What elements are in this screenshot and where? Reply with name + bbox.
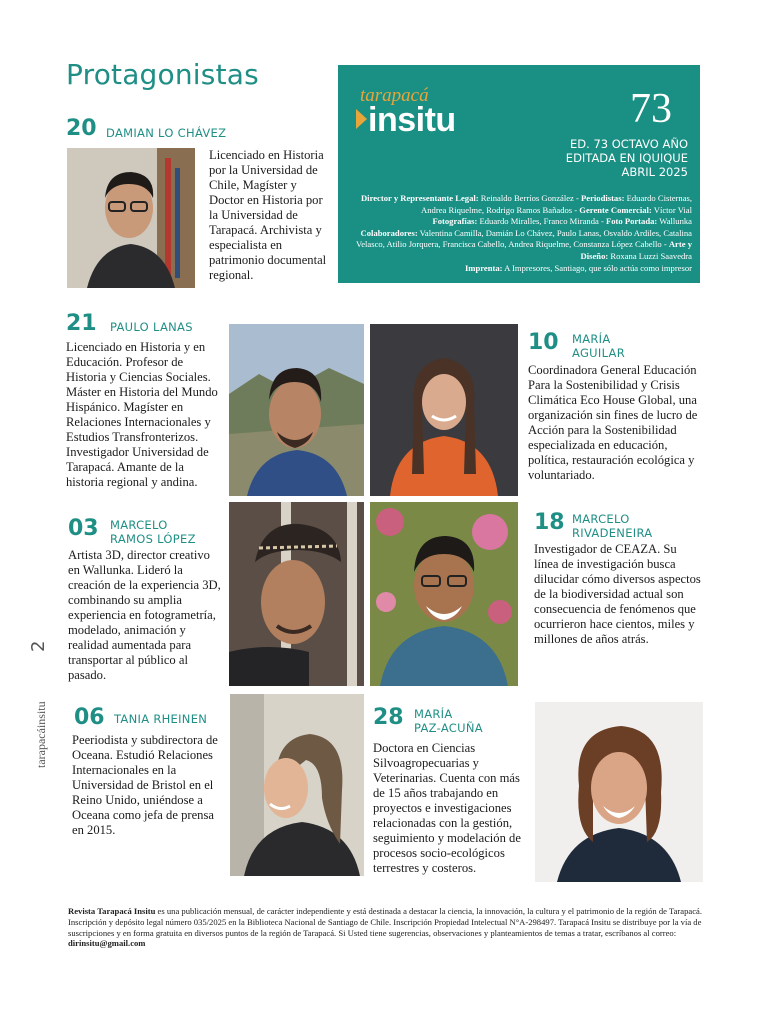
credit-value: Víctor Vial — [651, 204, 692, 215]
profile-photo — [67, 148, 195, 288]
edition-line: ED. 73 OCTAVO AÑO — [570, 137, 688, 151]
credit-label: Imprenta: — [464, 262, 503, 273]
profile-number: 28 — [373, 705, 404, 730]
page-number: 2 — [28, 640, 49, 652]
profile-bio: Peeriodista y subdirectora de Oceana. Estudió Relaciones Internacionales en la Universidad de Bristol en el Reino Unido, uniéndose a Oceana como jefa de prensa en 2015. — [72, 733, 218, 837]
profile-name: MARÍA — [414, 707, 453, 721]
profile-bio: Coordinadora General Educación Para la Sostenibilidad y Crisis Climática Eco House Global, una organización sin fines de lucro de Acción para la Sostenibilidad especializada en educación, política, restauración ecológica y voluntariado. — [528, 363, 698, 482]
profile-name: AGUILAR — [572, 346, 626, 360]
profile-bio: Doctora en Ciencias Silvoagropecuarias y Veterinarias. Cuenta con más de 15 años trabajando en proyectos e investigaciones relacionadas con la gestión, seguimiento y modelación de procesos socio-ecológicos terrestres y costeros. — [373, 741, 521, 875]
footer-email[interactable]: dirinsitu@gmail.com — [68, 938, 146, 949]
credit-label: Arte y Diseño: — [580, 239, 692, 261]
profile-name: DAMIAN LO CHÁVEZ — [106, 126, 227, 140]
profile-bio: Artista 3D, director creativo en Wallunka. Lideró la creación de la experiencia 3D, combinando su amplia experiencia en fotogrametría, modelado, animación y realidad aumentada para transportar al público al pasado. — [68, 548, 221, 682]
profile-number: 18 — [534, 510, 565, 535]
credit-value: Wallunka — [657, 216, 692, 227]
footer-text: es una publicación mensual, de carácter independiente y está destinada a destacar la ciencia, la innovación, la cultura y el patrimonio de la región de Tarapacá. Inscripción y depósito legal número 035/2025 en la Biblioteca Nacional de Santiago de Chile. Inscripción Propiedad Intelectual N°A-298497. Tarapacá Insitu se distribuye por la vía de suscripciones y en forma gratuita en diversos puntos de la región de Tarapacá. Si Usted tiene sugerencias, observaciones y planteamientos de temas a tratar, escríbanos al correo: — [68, 906, 702, 938]
credit-label: Periodistas: — [581, 193, 625, 203]
side-brand: tarapacáinsitu — [34, 701, 48, 768]
profile-number: 10 — [528, 330, 559, 355]
logo-top-text: tarapacá — [360, 85, 429, 106]
profile-name: PAULO LANAS — [110, 320, 193, 334]
issue-number: 73 — [630, 86, 672, 132]
page-title: Protagonistas — [66, 58, 259, 91]
profile-number: 03 — [68, 516, 99, 541]
profile-photo — [230, 694, 364, 876]
credit-label: Fotografías: — [432, 216, 478, 227]
profile-bio: Licenciado en Historia por la Universidad de Chile, Magíster y Doctor en Historia por la Universidad de Tarapacá. Archivista y especialista en patrimonio documental regional. — [209, 148, 327, 282]
profile-name: MARCELO — [110, 518, 168, 532]
credit-label: Colaboradores: — [360, 227, 418, 238]
profile-name: PAZ-ACUÑA — [414, 721, 483, 735]
credit-value: Valentina Camilla, Damián Lo Chávez, Paulo Lanas, Osvaldo Ardiles, Catalina Velasco, Atilio Jorquera, Francisca Cabello, Andrea Riquelme, Constanza López Cabello - — [355, 227, 692, 250]
logo-main-text: insitu — [368, 101, 456, 139]
footer-notice — [68, 906, 704, 949]
masthead-box — [338, 65, 700, 283]
credit-value: Eduardo Miralles, Franco Miranda - — [477, 216, 606, 227]
profile-name: MARCELO — [572, 512, 630, 526]
profile-bio: Licenciado en Historia y en Educación. Profesor de Historia y Ciencias Sociales. Máster en Historia del Mundo Hispánico. Magíster en Relaciones Internacionales y Estudios Transfronterizos. Investigador Universidad de Tarapacá. Amante de la historia regional y andina. — [66, 340, 218, 489]
city-line: EDITADA EN IQUIQUE — [565, 151, 688, 165]
credit-value: A Impresores, Santiago, que sólo actúa como impresor — [502, 262, 692, 273]
credit-value: Eduardo Cisternas, Andrea Riquelme, Rodrigo Ramos Bañados - — [421, 193, 692, 215]
date-line: ABRIL 2025 — [621, 165, 688, 179]
profile-number: 06 — [74, 705, 105, 730]
credit-label: Gerente Comercial: — [579, 204, 652, 215]
credits — [346, 193, 692, 274]
profile-name: RAMOS LÓPEZ — [110, 532, 196, 546]
footer-brand: Revista Tarapacá Insitu — [68, 906, 156, 916]
logo-arrow-icon — [356, 109, 367, 129]
credit-value: Roxana Luzzi Saavedra — [608, 250, 692, 261]
profile-number: 21 — [66, 311, 97, 336]
profile-photo — [370, 324, 518, 496]
credit-label: Foto Portada: — [605, 216, 658, 227]
credit-value: Reinaldo Berríos González - — [478, 193, 581, 203]
profile-name: MARÍA — [572, 332, 611, 346]
profile-photo — [370, 502, 518, 686]
profile-photo — [535, 702, 703, 882]
profile-photo — [229, 324, 364, 496]
profile-photo — [229, 502, 364, 686]
credit-label: Director y Representante Legal: — [360, 193, 479, 203]
profile-number: 20 — [66, 116, 97, 141]
profile-name: TANIA RHEINEN — [114, 712, 208, 726]
profile-name: RIVADENEIRA — [572, 526, 653, 540]
profile-bio: Investigador de CEAZA. Su línea de investigación busca dilucidar cómo diversos aspectos de la biodiversidad actual son consecuencia de fenómenos que ocurrieron hace cientos, miles y millones de años atrás. — [534, 542, 701, 646]
